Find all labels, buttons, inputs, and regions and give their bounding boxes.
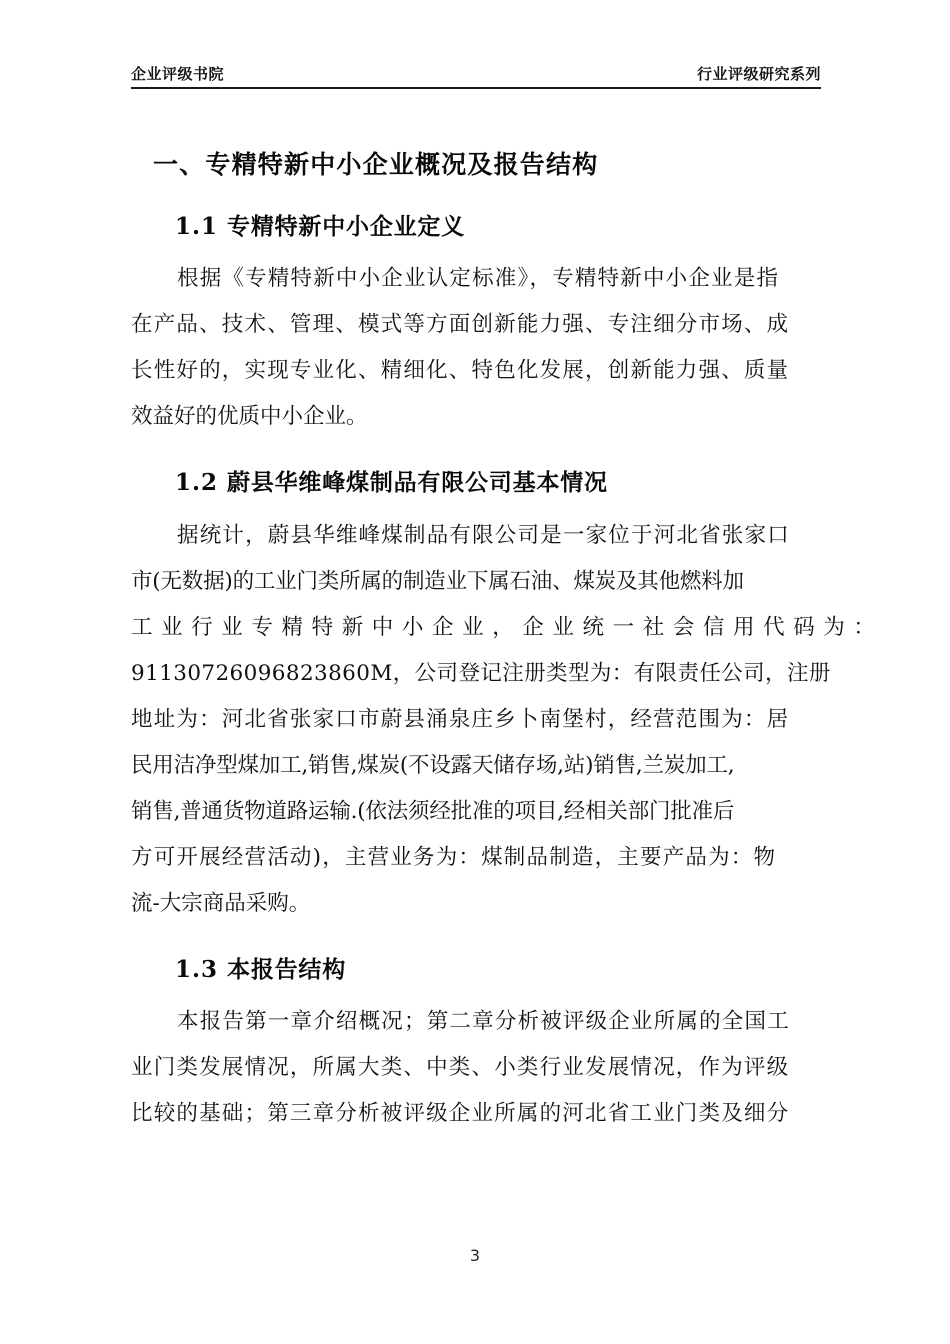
paragraph-line: 销售,普通货物道路运输.(依法须经批准的项目,经相关部门批准后 [131,798,735,824]
subsection-title-1-3: 本报告结构 [227,955,347,983]
subsection-number-1-2: 1.2 [175,469,219,496]
subsection-number-1-1: 1.1 [175,212,219,240]
page-header [131,66,821,89]
paragraph-line: 根据《专精特新中小企业认定标准》，专精特新中小企业是指 [177,266,780,291]
paragraph-line: 民用洁净型煤加工,销售,煤炭(不设露天储存场,站)销售,兰炭加工, [131,752,735,778]
paragraph-1-3 [131,987,823,1137]
paragraph-line: 据统计，蔚县华维峰煤制品有限公司是一家位于河北省张家口 [177,522,790,548]
paragraph-line: 流-大宗商品采购。 [131,890,311,916]
subsection-heading-1-1 [131,184,823,245]
subsection-title-1-2: 蔚县华维峰煤制品有限公司基本情况 [227,469,608,496]
paragraph-line: 地址为：河北省张家口市蔚县涌泉庄乡卜南堡村，经营范围为：居 [131,706,790,732]
paragraph-1-1 [131,244,823,440]
paragraph-line: 市(无数据)的工业门类所属的制造业下属石油、煤炭及其他燃料加 [131,568,744,594]
subsection-number-1-3: 1.3 [175,955,219,983]
paragraph-line-credit-code: 91130726096823860M，公司登记注册类型为：有限责任公司，注册 [131,660,831,686]
paragraph-line: 工业行业专精特新中小企业，企业统一社会信用代码为： [131,614,884,640]
subsection-heading-1-3 [131,927,823,988]
paragraph-1-2 [131,501,884,927]
header-right-label: 行业评级研究系列 [696,65,821,83]
paragraph-line: 方可开展经营活动)，主营业务为：煤制品制造，主要产品为：物 [131,844,777,870]
chapter-title: 一、专精特新中小企业概况及报告结构 [153,150,599,179]
paragraph-line: 效益好的优质中小企业。 [131,404,368,429]
paragraph-line: 业门类发展情况，所属大类、中类、小类行业发展情况，作为评级 [131,1055,790,1080]
subsection-title-1-1: 专精特新中小企业定义 [227,212,466,240]
paragraph-line: 本报告第一章介绍概况；第二章分析被评级企业所属的全国工 [177,1009,790,1034]
page-number: 3 [469,1246,481,1265]
paragraph-line: 长性好的，实现专业化、精细化、特色化发展，创新能力强、质量 [131,358,790,383]
paragraph-line: 在产品、技术、管理、模式等方面创新能力强、专注细分市场、成 [131,312,790,337]
subsection-heading-1-2 [131,440,823,501]
document-content [131,128,884,1137]
header-left-label: 企业评级书院 [131,65,225,83]
paragraph-line: 比较的基础；第三章分析被评级企业所属的河北省工业门类及细分 [131,1101,790,1126]
